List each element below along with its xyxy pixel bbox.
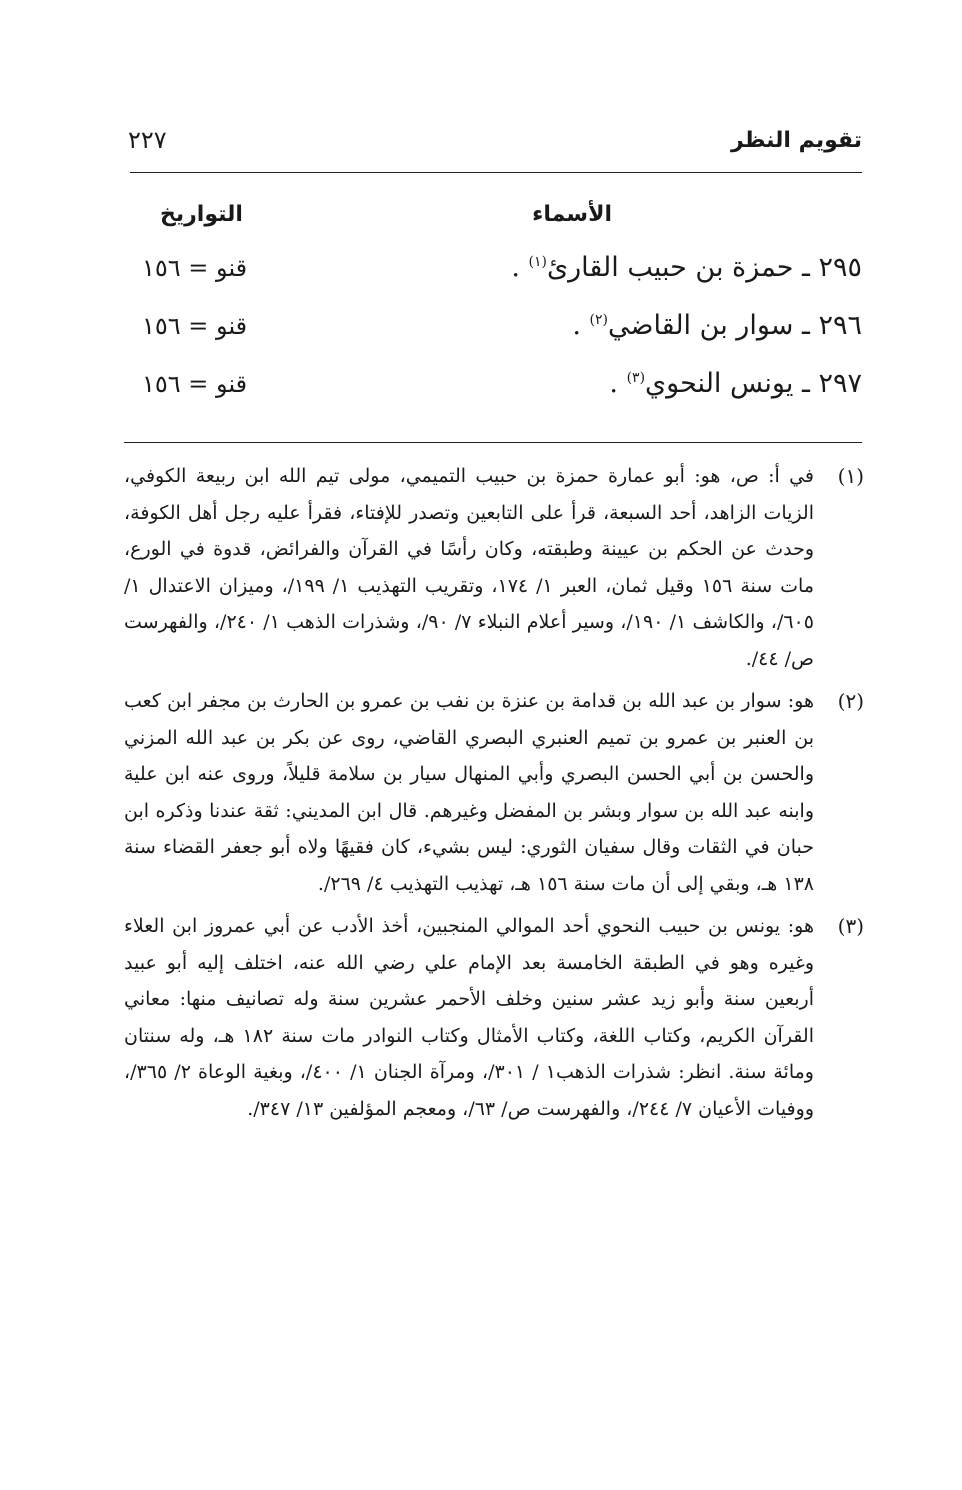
footnote-ref: (١)	[528, 254, 547, 270]
footnotes	[124, 458, 864, 1133]
footnote-marker: (٢)	[837, 689, 864, 713]
table-row	[130, 310, 862, 368]
running-title: تقويم النظر	[731, 128, 862, 153]
entry-name-text: حمزة بن حبيب القارئ	[546, 252, 794, 283]
footnote-marker: (٣)	[837, 914, 864, 938]
footnote-rule	[124, 442, 862, 443]
footnote-ref: (٢)	[589, 312, 609, 328]
entry-name-text: يونس النحوي	[645, 368, 794, 399]
entry-name: ٢٩٥ ـ حمزة بن حبيب القارئ$^{(١)}$ .	[511, 252, 862, 283]
footnote	[124, 908, 864, 1127]
dates-heading: التواريخ	[160, 202, 243, 227]
entry-date: قنو = ١٥٦	[142, 370, 248, 398]
entry-date: قنو = ١٥٦	[142, 254, 248, 282]
footnote	[124, 458, 864, 677]
entry-number: ٢٩٥	[818, 252, 862, 283]
entry-name: ٢٩٧ ـ يونس النحوي$^{(٣)}$ .	[609, 368, 862, 399]
footnote	[124, 683, 864, 902]
table-headings	[130, 202, 862, 232]
table-row	[130, 368, 862, 426]
footnote-ref: (٣)	[626, 370, 646, 386]
entry-name-text: سوار بن القاضي	[608, 310, 794, 341]
footnote-text: هو: يونس بن حبيب النحوي أحد الموالي المنجبين، أخذ الأدب عن أبي عمروز ابن العلاء وغيره وهو في الطبقة الخامسة بعد الإمام علي رضي الله عنه، اختلف إليه أبو عبيد أربعين سنة وأبو زيد عشر سنين وخلف الأحمر عشرين سنة وله تصانيف منها: معاني القرآن الكريم، وكتاب اللغة، وكتاب الأمثال وكتاب النوادر مات سنة ١٨٢ هـ، وله سنتان ومائة سنة. انظر: شذرات الذهب١ / ٣٠١/، ومرآة الجنان ١/ ٤٠٠/، وبغية الوعاة ٢/ ٣٦٥/، ووفيات الأعيان ٧/ ٢٤٤/، والفهرست ص/ ٦٣/، ومعجم المؤلفين ١٣/ ٣٤٧/.	[124, 915, 814, 1120]
names-heading: الأسماء	[532, 202, 612, 227]
entry-date: قنو = ١٥٦	[142, 312, 248, 340]
entries-table	[130, 252, 862, 426]
footnote-text: هو: سوار بن عبد الله بن قدامة بن عنزة بن نفب بن عمرو بن الحارث بن مجفر ابن كعب بن العنبر بن عمرو بن تميم العنبري البصري القاضي، روى عن بكر بن عبد الله المزني والحسن بن أبي الحسن البصري وأبي المنهال سيار بن سلامة قليلاً، وروى عنه ابن علية وابنه عبد الله بن سوار وبشر بن المفضل وغيرهم. قال ابن المديني: ثقة عندنا وذكره ابن حبان في الثقات وقال سفيان الثوري: ليس بشيء، كان فقيهًا ولاه أبو جعفر القضاء سنة ١٣٨ هـ، وبقي إلى أن مات سنة ١٥٦ هـ، تهذيب التهذيب ٤/ ٢٦٩/.	[124, 690, 814, 895]
footnote-marker: (١)	[837, 464, 864, 488]
entry-number: ٢٩٦	[818, 310, 862, 341]
entry-name: ٢٩٦ ـ سوار بن القاضي$^{(٢)}$ .	[572, 310, 862, 341]
entry-number: ٢٩٧	[818, 368, 862, 399]
footnote-text: في أ: ص، هو: أبو عمارة حمزة بن حبيب التميمي، مولى تيم الله ابن ربيعة الكوفي، الزيات الزاهد، أحد السبعة، قرأ على التابعين وتصدر للإفتاء، فقرأ عليه رجل أهل الكوفة، وحدث عن الحكم بن عيينة وطبقته، وكان رأسًا في القرآن والفرائض، قدوة في الورع، مات سنة ١٥٦ وقيل ثمان، العبر ١/ ١٧٤، وتقريب التهذيب ١/ ١٩٩/، وميزان الاعتدال ١/ ٦٠٥/، والكاشف ١/ ١٩٠/، وسير أعلام النبلاء ٧/ ٩٠/، وشذرات الذهب ١/ ٢٤٠/، والفهرست ص/ ٤٤/.	[124, 465, 814, 670]
page-number: ٢٢٧	[128, 126, 167, 154]
header-rule	[130, 172, 862, 173]
table-row	[130, 252, 862, 310]
